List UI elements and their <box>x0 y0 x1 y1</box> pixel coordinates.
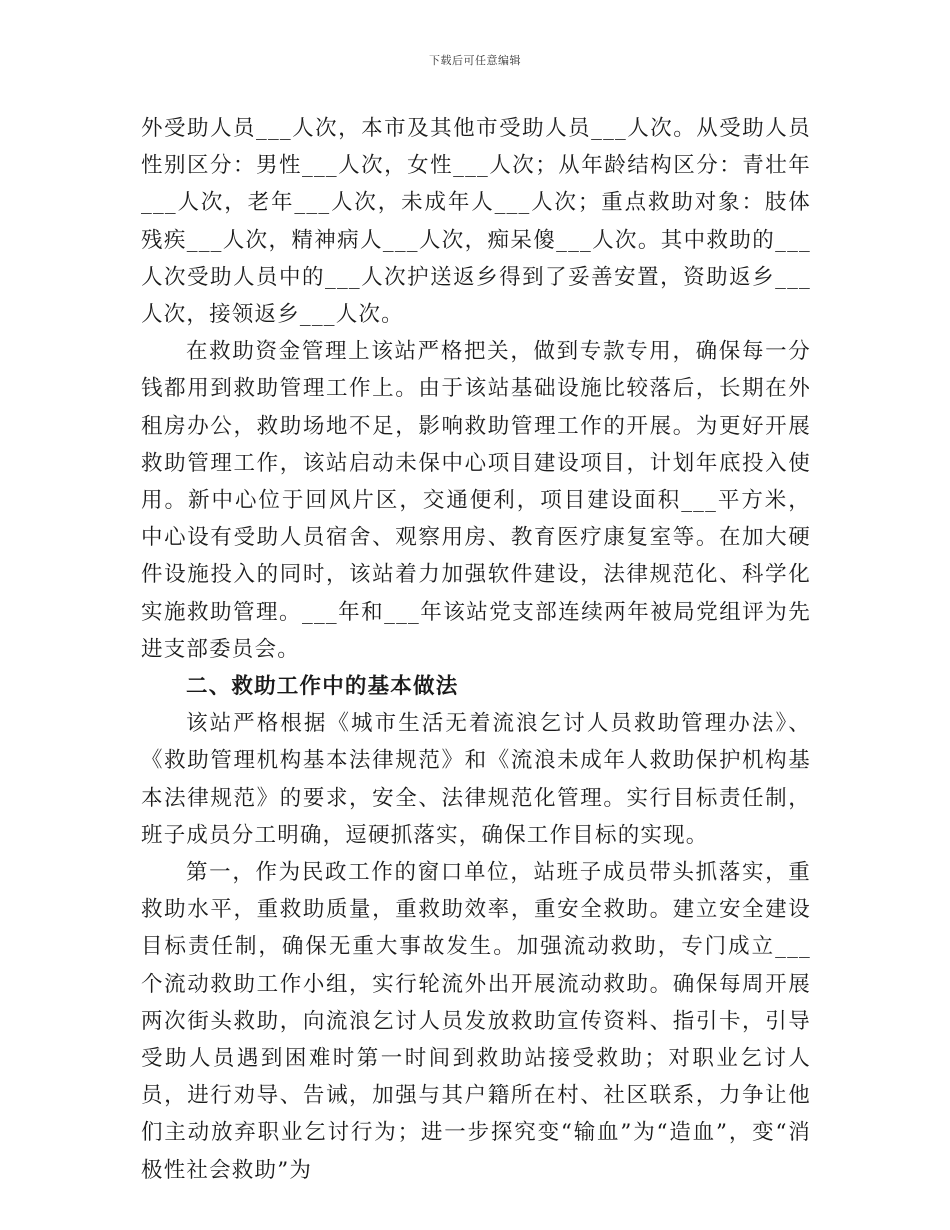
paragraph-statistics: 外受助人员___人次，本市及其他市受助人员___人次。从受助人员性别区分：男性___人次，女性___人次；从年龄结构区分：青壮年___人次，老年___人次，未成年人___人次；重点救助对象：肢体残疾___人次，精神病人___人次，痴呆傻___人次。其中救助的___人次受助人员中的___人次护送返乡得到了妥善安置，资助返乡___人次，接领返乡___人次。 <box>141 116 811 328</box>
page-header-note: 下载后可任意编辑 <box>429 54 521 67</box>
section-heading-basic-practices: 二、救助工作中的基本做法 <box>186 674 459 700</box>
document-body <box>141 110 811 1189</box>
paragraph-first-measure: 第一，作为民政工作的窗口单位，站班子成员带头抓落实，重救助水平，重救助质量，重救助效率，重安全救助。建立安全建设目标责任制，确保无重大事故发生。加强流动救助，专门成立___个流动救助工作小组，实行轮流外出开展流动救助。确保每周开展两次街头救助，向流浪乞讨人员发放救助宣传资料、指引卡，引导受助人员遇到困难时第一时间到救助站接受救助；对职业乞讨人员，进行劝导、告诫，加强与其户籍所在村、社区联系，力争让他们主动放弃职业乞讨行为；进一步探究变“输血”为“造血”，变“消极性社会救助”为 <box>141 860 811 1183</box>
paragraph-funding-facilities: 在救助资金管理上该站严格把关，做到专款专用，确保每一分钱都用到救助管理工作上。由于该站基础设施比较落后，长期在外租房办公，救助场地不足，影响救助管理工作的开展。为更好开展救助管理工作，该站启动未保中心项目建设项目，计划年底投入使用。新中心位于回风片区，交通便利，项目建设面积___平方米，中心设有受助人员宿舍、观察用房、教育医疗康复室等。在加大硬件设施投入的同时，该站着力加强软件建设，法律规范化、科学化实施救助管理。___年和___年该站党支部连续两年被局党组评为先进支部委员会。 <box>141 339 811 662</box>
paragraph-regulations: 该站严格根据《城市生活无着流浪乞讨人员救助管理办法》、《救助管理机构基本法律规范》和《流浪未成年人救助保护机构基本法律规范》的要求，安全、法律规范化管理。实行目标责任制，班子成员分工明确，逗硬抓落实，确保工作目标的实现。 <box>141 711 811 848</box>
